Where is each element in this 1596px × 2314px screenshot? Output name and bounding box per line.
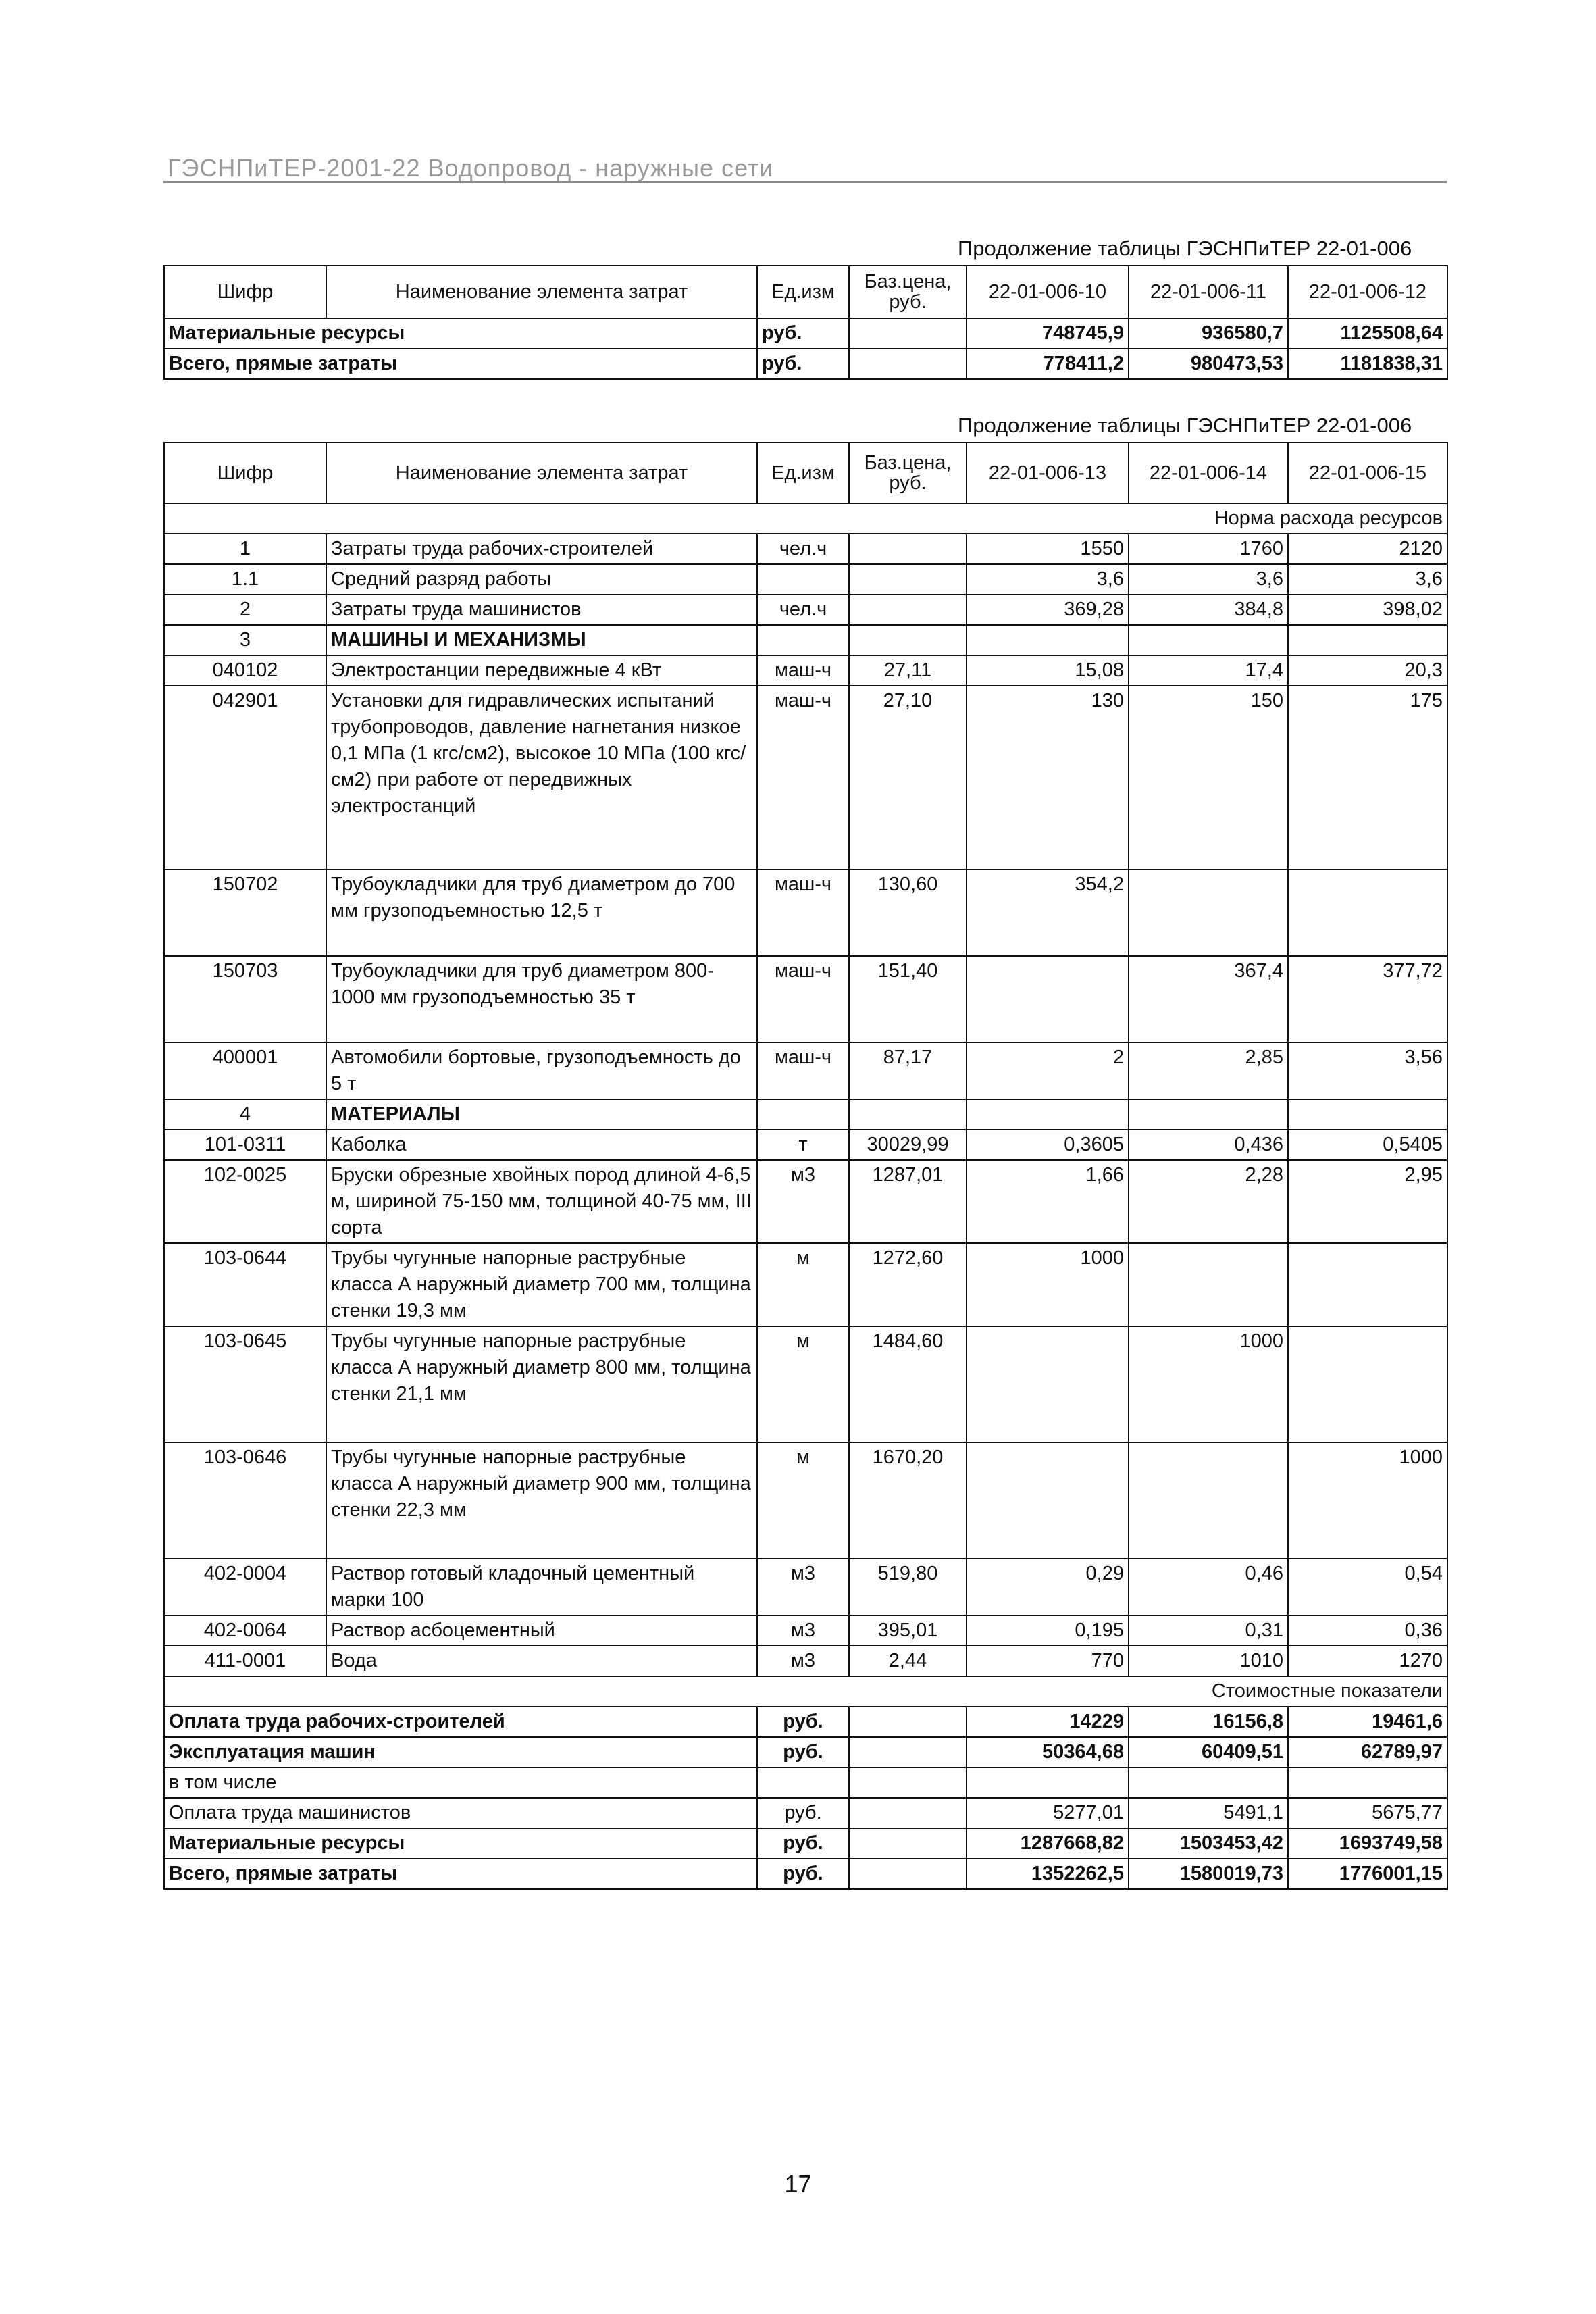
table2 [163, 442, 1448, 1890]
table-row: 103-0645 Трубы чугунные напорные раструбные класса А наружный диаметр 800 мм, толщина стенки 21,1 мм м 1484,60 1000 [164, 1326, 1447, 1442]
cost-row: Всего, прямые затраты руб. 1352262,5 1580019,73 1776001,15 [164, 1859, 1447, 1889]
table-row: 042901 Установки для гидравлических испытаний трубопроводов, давление нагнетания низкое 0,1 МПа (1 кгс/см2), высокое 10 МПа (100 кгс/см2) при работе от передвижных электростанций маш-ч 27,10 130 150 175 [164, 686, 1447, 870]
table-row: 402-0004 Раствор готовый кладочный цементный марки 100 м3 519,80 0,29 0,46 0,54 [164, 1559, 1447, 1615]
table-row: 102-0025 Бруски обрезные хвойных пород длиной 4-6,5 м, шириной 75-150 мм, толщиной 40-75 мм, III сорта м3 1287,01 1,66 2,28 2,95 [164, 1160, 1447, 1243]
table-row: 4 МАТЕРИАЛЫ [164, 1099, 1447, 1130]
table-row: 103-0646 Трубы чугунные напорные раструбные класса А наружный диаметр 900 мм, толщина стенки 22,3 мм м 1670,20 1000 [164, 1442, 1447, 1559]
col-header-code: Шифр [164, 266, 326, 318]
table-row: 150702 Трубоукладчики для труб диаметром до 700 мм грузоподъемностью 12,5 т маш-ч 130,60 354,2 [164, 870, 1447, 956]
table-row: Материальные ресурсы руб. 748745,9 936580,7 1125508,64 [164, 318, 1447, 349]
section-header-cost: Стоимостные показатели [164, 1676, 1447, 1707]
table-row: 040102 Электростанции передвижные 4 кВт маш-ч 27,11 15,08 17,4 20,3 [164, 655, 1447, 686]
col-header-base-price: Баз.цена, руб. [849, 443, 967, 503]
col-header-norm-2: 22-01-006-11 [1129, 266, 1288, 318]
table-row: 411-0001 Вода м3 2,44 770 1010 1270 [164, 1646, 1447, 1676]
table-row: 2 Затраты труда машинистов чел.ч 369,28 384,8 398,02 [164, 595, 1447, 625]
table1-header-row [164, 266, 1447, 318]
table-row: Всего, прямые затраты руб. 778411,2 980473,53 1181838,31 [164, 349, 1447, 379]
table-row: 103-0644 Трубы чугунные напорные раструбные класса А наружный диаметр 700 мм, толщина стенки 19,3 мм м 1272,60 1000 [164, 1243, 1447, 1326]
table-row: 402-0064 Раствор асбоцементный м3 395,01 0,195 0,31 0,36 [164, 1615, 1447, 1646]
table-row: 150703 Трубоукладчики для труб диаметром 800-1000 мм грузоподъемностью 35 т маш-ч 151,40 367,4 377,72 [164, 956, 1447, 1042]
cost-row: Оплата труда машинистов руб. 5277,01 5491,1 5675,77 [164, 1798, 1447, 1828]
cost-row: Материальные ресурсы руб. 1287668,82 1503453,42 1693749,58 [164, 1828, 1447, 1859]
col-header-norm-1: 22-01-006-13 [967, 443, 1129, 503]
table1-caption: Продолжение таблицы ГЭСНПиТЕР 22-01-006 [958, 236, 1412, 260]
page-number: 17 [784, 2170, 812, 2198]
col-header-name: Наименование элемента затрат [326, 266, 757, 318]
table-row: 400001 Автомобили бортовые, грузоподъемность до 5 т маш-ч 87,17 2 2,85 3,56 [164, 1042, 1447, 1099]
table-row: 3 МАШИНЫ И МЕХАНИЗМЫ [164, 625, 1447, 655]
col-header-name: Наименование элемента затрат [326, 443, 757, 503]
table2-header-row [164, 443, 1447, 503]
cost-row: в том числе [164, 1767, 1447, 1798]
col-header-unit: Ед.изм [757, 443, 849, 503]
header-rule [163, 181, 1447, 183]
table-row: 1 Затраты труда рабочих-строителей чел.ч 1550 1760 2120 [164, 534, 1447, 564]
table2-caption: Продолжение таблицы ГЭСНПиТЕР 22-01-006 [958, 413, 1412, 437]
cost-row: Оплата труда рабочих-строителей руб. 14229 16156,8 19461,6 [164, 1707, 1447, 1737]
col-header-norm-2: 22-01-006-14 [1129, 443, 1288, 503]
col-header-base-price: Баз.цена, руб. [849, 266, 967, 318]
table-row: 101-0311 Каболка т 30029,99 0,3605 0,436 0,5405 [164, 1130, 1447, 1160]
col-header-norm-3: 22-01-006-15 [1288, 443, 1447, 503]
col-header-norm-3: 22-01-006-12 [1288, 266, 1447, 318]
table-row: 1.1 Средний разряд работы 3,6 3,6 3,6 [164, 564, 1447, 595]
col-header-code: Шифр [164, 443, 326, 503]
col-header-norm-1: 22-01-006-10 [967, 266, 1129, 318]
cost-row: Эксплуатация машин руб. 50364,68 60409,51 62789,97 [164, 1737, 1447, 1767]
col-header-unit: Ед.изм [757, 266, 849, 318]
running-header: ГЭСНПиТЕР-2001-22 Водопровод - наружные сети [168, 154, 774, 182]
section-header-norm: Норма расхода ресурсов [164, 503, 1447, 534]
table1 [163, 265, 1448, 380]
